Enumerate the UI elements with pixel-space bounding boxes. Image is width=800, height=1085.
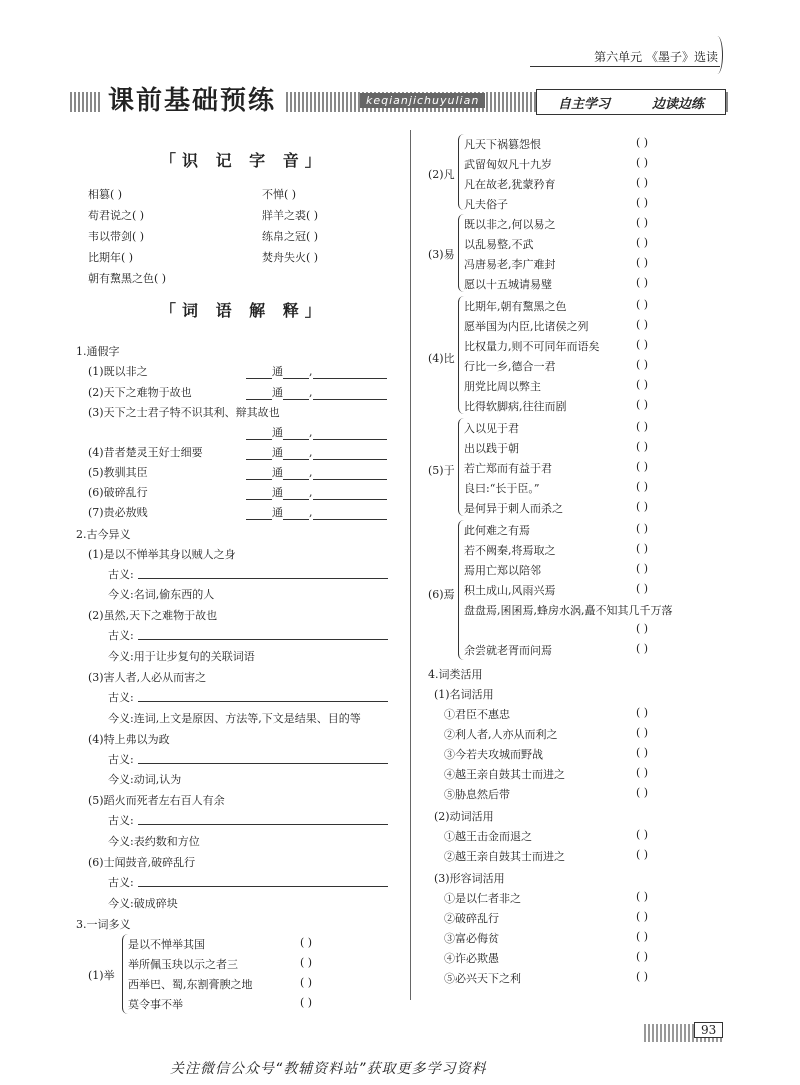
bi-item: 比得软脚病,往往而剧: [464, 400, 567, 413]
fan-item: 武留匈奴凡十九岁: [464, 158, 552, 171]
answer-paren[interactable]: ( ): [636, 542, 649, 555]
pron-item: 练帛之冠( ): [262, 230, 319, 243]
header-rule: [530, 66, 720, 67]
answer-paren[interactable]: ( ): [636, 236, 649, 249]
yi-item: 以乱易整,不武: [464, 238, 534, 251]
gujin-gu-label: 古义:: [108, 753, 134, 766]
pron-item: 朝有黧黑之色( ): [88, 272, 167, 285]
gujin-jin: 今义:用于让步复句的关联词语: [108, 650, 255, 663]
gujin-question: (6)士闻鼓音,破碎乱行: [88, 856, 196, 869]
page-number: 93: [694, 1022, 723, 1038]
answer-paren[interactable]: ( ): [636, 706, 649, 719]
group-label-yan: (6)焉: [428, 588, 455, 601]
gujin-question: (5)蹈火而死者左右百人有余: [88, 794, 225, 807]
gujin-question: (3)害人者,人必从而害之: [88, 671, 207, 684]
fan-item: 凡在故老,犹蒙矜育: [464, 178, 556, 191]
gu-answer-line[interactable]: [138, 701, 388, 702]
pron-item: 韦以带剑( ): [88, 230, 145, 243]
huoyong-heading: 4.词类活用: [428, 668, 483, 681]
noun-item: ③今若夫攻城而野战: [444, 748, 543, 761]
yan-item: 若不阙秦,将焉取之: [464, 544, 556, 557]
group-label-fan: (2)凡: [428, 168, 455, 181]
bi-item: 行比一乡,德合一君: [464, 360, 556, 373]
answer-paren[interactable]: ( ): [636, 500, 649, 513]
bi-item: 比期年,朝有黧黑之色: [464, 300, 567, 313]
tong-blank[interactable]: 通 ,: [246, 484, 387, 500]
duoyi-item: 是以不惮举其国: [128, 938, 205, 951]
answer-paren[interactable]: ( ): [636, 420, 649, 433]
answer-paren[interactable]: ( ): [636, 378, 649, 391]
gujin-gu-label: 古义:: [108, 691, 134, 704]
answer-paren[interactable]: ( ): [636, 460, 649, 473]
tongjia-item: (5)教驯其臣: [88, 466, 148, 479]
gu-answer-line[interactable]: [138, 578, 388, 579]
verb-item: ①越王击金而退之: [444, 830, 532, 843]
tongjia-item: (1)既以非之: [88, 365, 148, 378]
answer-paren[interactable]: ( ): [300, 976, 313, 989]
header-curve: [712, 36, 723, 74]
answer-paren[interactable]: ( ): [636, 480, 649, 493]
pron-item: 苟君说之( ): [88, 209, 145, 222]
duoyi-heading: 3.一词多义: [76, 918, 131, 931]
yi-item: 冯唐易老,李广难封: [464, 258, 556, 271]
adj-item: ①是以仁者非之: [444, 892, 521, 905]
adj-item: ④诈必欺愚: [444, 952, 499, 965]
tongjia-item: (4)昔者楚灵王好士细要: [88, 446, 203, 459]
adj-item: ③富必侮贫: [444, 932, 499, 945]
tongjia-item: (2)天下之难物于故也: [88, 386, 192, 399]
answer-paren[interactable]: ( ): [636, 950, 649, 963]
answer-paren[interactable]: ( ): [636, 746, 649, 759]
tong-blank[interactable]: 通 ,: [246, 464, 387, 480]
unit-header: 第六单元 《墨子》选读: [594, 50, 718, 64]
banner-title: 课前基础预练: [100, 80, 284, 117]
gujin-question: (2)虽然,天下之难物于故也: [88, 609, 218, 622]
yu-item: 是何异于刺人而杀之: [464, 502, 563, 515]
answer-paren[interactable]: ( ): [636, 910, 649, 923]
tongjia-heading: 1.通假字: [76, 345, 120, 358]
answer-paren[interactable]: ( ): [636, 786, 649, 799]
answer-paren[interactable]: ( ): [636, 930, 649, 943]
answer-paren[interactable]: ( ): [636, 642, 649, 655]
pron-item: 牂羊之裘( ): [262, 209, 319, 222]
answer-paren[interactable]: ( ): [636, 522, 649, 535]
answer-paren[interactable]: ( ): [636, 298, 649, 311]
banner-tag-1: 自主学习: [557, 96, 610, 112]
answer-paren[interactable]: ( ): [636, 582, 649, 595]
group-label-yi: (3)易: [428, 248, 455, 261]
answer-paren[interactable]: ( ): [636, 256, 649, 269]
noun-item: ⑤胁息然后带: [444, 788, 510, 801]
answer-paren[interactable]: ( ): [636, 766, 649, 779]
gujin-jin: 今义:连词,上文是原因、方法等,下文是结果、目的等: [108, 712, 361, 725]
gujin-gu-label: 古义:: [108, 814, 134, 827]
answer-paren[interactable]: ( ): [636, 440, 649, 453]
yan-item: 盘盘焉,囷囷焉,蜂房水涡,矗不知其几千万落: [464, 604, 673, 617]
footer-note: 关注微信公众号“教辅资料站”获取更多学习资料: [170, 1061, 487, 1077]
banner-tags: [536, 89, 726, 115]
gujin-jin: 今义:名词,偷东西的人: [108, 588, 215, 601]
noun-heading: (1)名词活用: [434, 688, 494, 701]
pron-item: 不惮( ): [262, 188, 297, 201]
verb-heading: (2)动词活用: [434, 810, 494, 823]
noun-item: ④越王亲自鼓其士而进之: [444, 768, 565, 781]
adj-item: ②破碎乱行: [444, 912, 499, 925]
gujin-jin: 今义:动词,认为: [108, 773, 182, 786]
answer-paren[interactable]: ( ): [636, 848, 649, 861]
tong-blank[interactable]: 通 ,: [246, 363, 387, 379]
group-label-bi: (4)比: [428, 352, 455, 365]
yi-item: 愿以十五城请易璧: [464, 278, 552, 291]
gujin-question: (1)是以不惮举其身以贼人之身: [88, 548, 236, 561]
answer-paren[interactable]: ( ): [636, 136, 649, 149]
column-divider: [410, 130, 411, 1000]
answer-paren[interactable]: ( ): [636, 726, 649, 739]
yu-item: 若亡郑而有益于君: [464, 462, 552, 475]
gujin-jin: 今义:表约数和方位: [108, 835, 200, 848]
duoyi-item: 举所佩玉玦以示之者三: [128, 958, 238, 971]
tong-blank[interactable]: 通 ,: [246, 424, 387, 440]
verb-item: ②越王亲自鼓其士而进之: [444, 850, 565, 863]
tong-blank[interactable]: 通 ,: [246, 384, 387, 400]
gu-answer-line[interactable]: [138, 824, 388, 825]
gujin-heading: 2.古今异义: [76, 528, 131, 541]
answer-paren[interactable]: ( ): [636, 176, 649, 189]
tongjia-item: (3)天下之士君子特不识其利、辩其故也: [88, 406, 280, 419]
section-title-vocab: 「词 语 解 释」: [160, 301, 327, 320]
gujin-gu-label: 古义:: [108, 876, 134, 889]
answer-paren[interactable]: ( ): [636, 828, 649, 841]
duoyi-item: 莫令事不举: [128, 998, 183, 1011]
yu-item: 出以践于朝: [464, 442, 519, 455]
answer-paren[interactable]: ( ): [636, 156, 649, 169]
bi-item: 朋党比周以弊主: [464, 380, 541, 393]
bi-item: 比权量力,则不可同年而语矣: [464, 340, 600, 353]
answer-paren[interactable]: ( ): [300, 956, 313, 969]
answer-paren[interactable]: ( ): [636, 216, 649, 229]
yu-item: 良曰:“长于臣。”: [464, 482, 540, 495]
yan-item: 积土成山,风雨兴焉: [464, 584, 556, 597]
gu-answer-line[interactable]: [138, 886, 388, 887]
group-label-yu: (5)于: [428, 464, 455, 477]
answer-paren[interactable]: ( ): [300, 936, 313, 949]
fan-item: 凡夫俗子: [464, 198, 508, 211]
answer-paren[interactable]: ( ): [636, 276, 649, 289]
banner-tag-2: 边读边练: [651, 96, 704, 112]
yu-item: 入以见于君: [464, 422, 519, 435]
gujin-question: (4)特上弗以为政: [88, 733, 170, 746]
answer-paren[interactable]: ( ): [636, 338, 649, 351]
yi-item: 既以非之,何以易之: [464, 218, 556, 231]
gu-answer-line[interactable]: [138, 639, 388, 640]
gujin-jin: 今义:破成碎块: [108, 897, 178, 910]
yan-item: 此何难之有焉: [464, 524, 530, 537]
duoyi-item: 西举巴、蜀,东割膏腴之地: [128, 978, 253, 991]
adj-item: ⑤必兴天下之利: [444, 972, 521, 985]
answer-paren[interactable]: ( ): [636, 562, 649, 575]
pron-item: 比期年( ): [88, 251, 134, 264]
tongjia-item: (6)破碎乱行: [88, 486, 148, 499]
answer-paren[interactable]: ( ): [636, 358, 649, 371]
pron-item: 焚舟失火( ): [262, 251, 319, 264]
answer-paren[interactable]: ( ): [636, 196, 649, 209]
yan-item: 余尝就老胥而问焉: [464, 644, 552, 657]
answer-paren[interactable]: ( ): [636, 890, 649, 903]
yan-item: 焉用亡郑以陪邻: [464, 564, 541, 577]
noun-item: ②利人者,人亦从而利之: [444, 728, 558, 741]
tongjia-item: (7)贵必敖贱: [88, 506, 148, 519]
pron-item: 相篡( ): [88, 188, 123, 201]
answer-paren[interactable]: ( ): [636, 622, 649, 635]
bi-item: 愿举国为内臣,比诸侯之列: [464, 320, 589, 333]
gujin-gu-label: 古义:: [108, 629, 134, 642]
section-title-pronunciation: 「识 记 字 音」: [160, 151, 327, 170]
answer-paren[interactable]: ( ): [300, 996, 313, 1009]
tong-blank[interactable]: 通 ,: [246, 504, 387, 520]
banner-pinyin: keqianjichuyulian: [360, 93, 485, 108]
gujin-gu-label: 古义:: [108, 568, 134, 581]
adj-heading: (3)形容词活用: [434, 872, 505, 885]
gu-answer-line[interactable]: [138, 763, 388, 764]
noun-item: ①君臣不惠忠: [444, 708, 510, 721]
answer-paren[interactable]: ( ): [636, 398, 649, 411]
fan-item: 凡天下祸篡怨恨: [464, 138, 541, 151]
answer-paren[interactable]: ( ): [636, 970, 649, 983]
tong-blank[interactable]: 通 ,: [246, 444, 387, 460]
duoyi-label: (1)举: [88, 969, 115, 982]
answer-paren[interactable]: ( ): [636, 318, 649, 331]
